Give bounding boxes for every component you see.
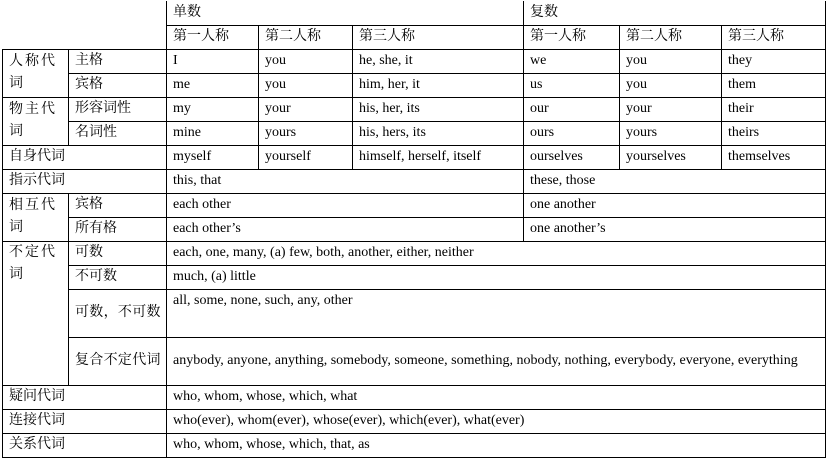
table-cell: this, that [167,169,524,193]
table-cell: him, her, it [353,73,524,97]
label-possessive-case: 所有格 [69,217,167,241]
table-cell: your [620,97,722,121]
table-cell: who, whom, whose, which, what [167,385,826,409]
label-uncountable: 不可数 [69,265,167,289]
table-cell: all, some, none, such, any, other [167,289,826,337]
label-nominative: 主格 [69,49,167,73]
category-demonstrative: 指示代词 [3,169,167,193]
table-cell: ourselves [524,145,620,169]
table-cell: much, (a) little [167,265,826,289]
category-indefinite: 不定代词 [3,241,69,385]
table-cell: mine [167,121,259,145]
table-cell: who, whom, whose, which, that, as [167,433,826,457]
header-singular: 单数 [167,1,524,25]
category-personal: 人称代词 [3,49,69,97]
category-interrogative: 疑问代词 [3,385,167,409]
table-cell: each other’s [167,217,524,241]
table-cell: my [167,97,259,121]
table-cell: you [620,49,722,73]
table-cell: you [620,73,722,97]
table-cell: yours [620,121,722,145]
label-adjective: 形容词性 [69,97,167,121]
table-cell: one another [524,193,826,217]
category-conjunctive: 连接代词 [3,409,167,433]
table-cell: he, she, it [353,49,524,73]
table-cell: ours [524,121,620,145]
table-cell: you [259,73,353,97]
table-cell: theirs [722,121,826,145]
pronoun-table [2,1,826,458]
table-cell: our [524,97,620,121]
label-noun: 名词性 [69,121,167,145]
label-objective: 宾格 [69,193,167,217]
table-cell: we [524,49,620,73]
header-plural-second-person: 第二人称 [620,25,722,49]
table-cell: yours [259,121,353,145]
corner-cell [3,1,167,49]
table-cell: his, hers, its [353,121,524,145]
label-countable: 可数 [69,241,167,265]
table-cell: anybody, anyone, anything, somebody, someone, something, nobody, nothing, everybody, everyone, everything [167,337,826,385]
header-plural-third-person: 第三人称 [722,25,826,49]
table-cell: his, her, its [353,97,524,121]
label-objective: 宾格 [69,73,167,97]
header-singular-first-person: 第一人称 [167,25,259,49]
table-cell: they [722,49,826,73]
table-cell: yourself [259,145,353,169]
table-cell: myself [167,145,259,169]
table-cell: these, those [524,169,826,193]
table-cell: themselves [722,145,826,169]
header-singular-second-person: 第二人称 [259,25,353,49]
table-cell: us [524,73,620,97]
table-cell: me [167,73,259,97]
table-cell: himself, herself, itself [353,145,524,169]
table-cell: your [259,97,353,121]
category-reflexive: 自身代词 [3,145,167,169]
table-cell: I [167,49,259,73]
table-cell: each other [167,193,524,217]
category-relative: 关系代词 [3,433,167,457]
header-plural: 复数 [524,1,826,25]
category-reciprocal: 相互代词 [3,193,69,241]
table-cell: you [259,49,353,73]
table-cell: each, one, many, (a) few, both, another, either, neither [167,241,826,265]
table-cell: them [722,73,826,97]
table-cell: their [722,97,826,121]
label-countable-uncountable: 可数，不可数 [69,289,167,337]
header-singular-third-person: 第三人称 [353,25,524,49]
label-compound-indefinite: 复合不定代词 [69,337,167,385]
header-plural-first-person: 第一人称 [524,25,620,49]
category-possessive: 物主代词 [3,97,69,145]
table-cell: who(ever), whom(ever), whose(ever), which(ever), what(ever) [167,409,826,433]
table-cell: yourselves [620,145,722,169]
table-cell: one another’s [524,217,826,241]
